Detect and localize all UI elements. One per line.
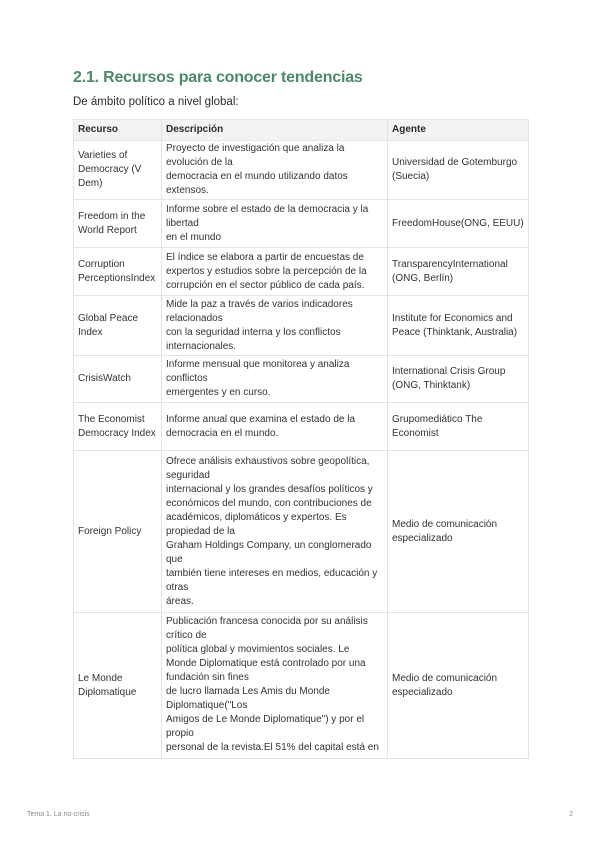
description-cell: Informe anual que examina el estado de la democracia en el mundo.: [162, 403, 388, 451]
description-cell: Mide la paz a través de varios indicadores relacionados con la seguridad interna y los conflictos internacionales.: [162, 296, 388, 356]
column-header-resource: Recurso: [74, 120, 162, 141]
resources-table: [73, 119, 529, 759]
agent-cell: Grupomediático The Economist: [388, 403, 529, 451]
table-row: [74, 403, 529, 451]
resource-cell: CrisisWatch: [74, 356, 162, 403]
table-row: [74, 141, 529, 200]
resource-cell: Global Peace Index: [74, 296, 162, 356]
resource-cell: Freedom in the World Report: [74, 200, 162, 248]
table-row: [74, 296, 529, 356]
description-cell: Proyecto de investigación que analiza la evolución de la democracia en el mundo utilizando datos extensos.: [162, 141, 388, 200]
footer-chapter-label: Tema 1. La no-crisis: [27, 811, 90, 818]
resource-cell: Le Monde Diplomatique: [74, 613, 162, 759]
table-header-row: [74, 120, 529, 141]
agent-cell: Institute for Economics and Peace (Thinktank, Australia): [388, 296, 529, 356]
table-row: [74, 613, 529, 759]
agent-cell: Medio de comunicación especializado: [388, 613, 529, 759]
column-header-description: Descripción: [162, 120, 388, 141]
section-subtitle: De ámbito político a nivel global:: [73, 96, 239, 108]
table-row: [74, 356, 529, 403]
agent-cell: FreedomHouse(ONG, EEUU): [388, 200, 529, 248]
description-cell: El índice se elabora a partir de encuestas de expertos y estudios sobre la percepción de la corrupción en el sector público de cada país.: [162, 248, 388, 296]
resource-cell: Foreign Policy: [74, 451, 162, 613]
table-row: [74, 451, 529, 613]
description-cell: Publicación francesa conocida por su análisis crítico de política global y movimientos sociales. Le Monde Diplomatique está controlado por una fundación sin fines de lucro llamada Les Amis du Monde Diplomatique("Los Amigos de Le Monde Diplomatique") y por el propio personal de la revista.El 51% del capital está en: [162, 613, 388, 759]
agent-cell: Medio de comunicación especializado: [388, 451, 529, 613]
column-header-agent: Agente: [388, 120, 529, 141]
resource-cell: Varieties of Democracy (V Dem): [74, 141, 162, 200]
page-number: 2: [569, 811, 573, 818]
resource-cell: Corruption PerceptionsIndex: [74, 248, 162, 296]
description-cell: Informe sobre el estado de la democracia y la libertad en el mundo: [162, 200, 388, 248]
table-row: [74, 200, 529, 248]
table-row: [74, 248, 529, 296]
agent-cell: Universidad de Gotemburgo (Suecia): [388, 141, 529, 200]
description-cell: Ofrece análisis exhaustivos sobre geopolítica, seguridad internacional y los grandes desafíos políticos y económicos del mundo, con contribuciones de académicos, diplomáticos y expertos. Es propiedad de la Graham Holdings Company, un conglomerado que también tiene intereses en medios, educación y otras áreas.: [162, 451, 388, 613]
agent-cell: International Crisis Group (ONG, Thinktank): [388, 356, 529, 403]
resource-cell: The Economist Democracy Index: [74, 403, 162, 451]
section-title: 2.1. Recursos para conocer tendencias: [73, 69, 363, 86]
description-cell: Informe mensual que monitorea y analiza conflictos emergentes y en curso.: [162, 356, 388, 403]
agent-cell: TransparencyInternational (ONG, Berlín): [388, 248, 529, 296]
